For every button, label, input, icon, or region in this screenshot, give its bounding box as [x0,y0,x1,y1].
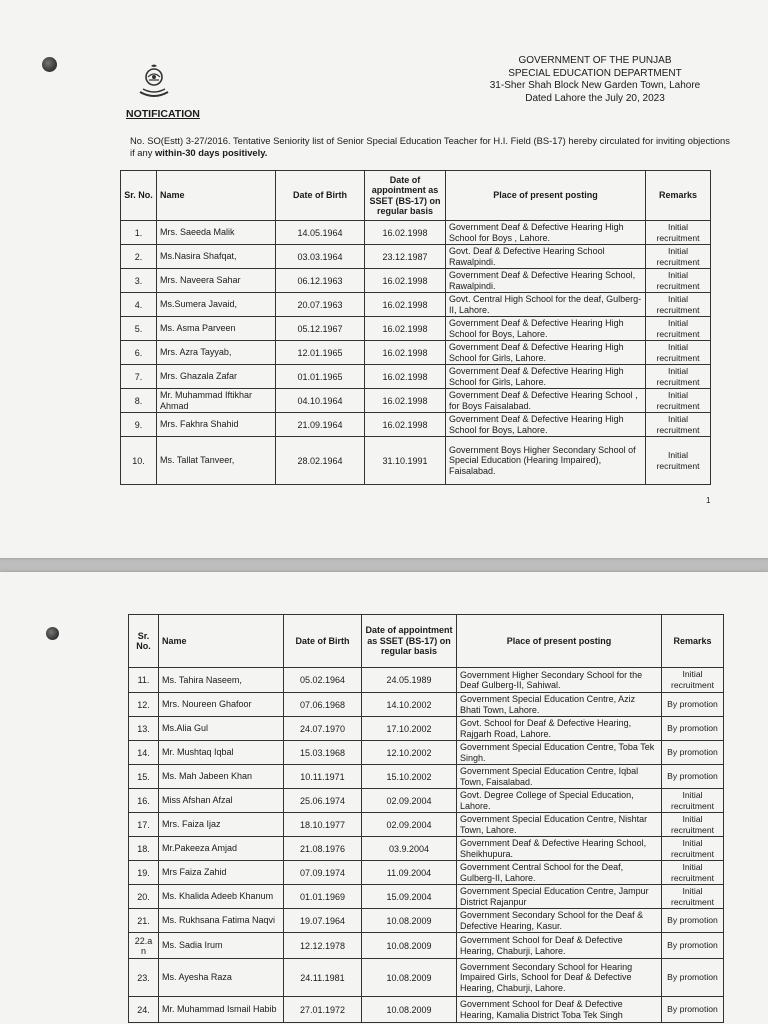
cell-posting: Government Deaf & Defective Hearing High School for Boys , Lahore. [446,221,646,245]
cell-name: Ms. Sadia Irum [159,933,284,959]
cell-sr-no: 20. [129,885,159,909]
cell-name: Mrs. Faiza Ijaz [159,813,284,837]
cell-remarks: Initial recruitment [662,885,724,909]
cell-posting: Government Deaf & Defective Hearing School, Sheikhupura. [457,837,662,861]
cell-date-of-birth: 03.03.1964 [276,245,365,269]
cell-remarks: Initial recruitment [662,668,724,693]
cell-sr-no: 8. [121,389,157,413]
table-row [129,765,724,789]
notification-text [130,135,730,158]
cell-appointment-date: 16.02.1998 [365,413,446,437]
notification-text-end: . [264,146,268,158]
cell-name: Ms. Asma Parveen [157,317,276,341]
cell-date-of-birth: 18.10.1977 [284,813,362,837]
cell-appointment-date: 02.09.2004 [362,813,457,837]
table-row [129,717,724,741]
cell-name: Ms. Mah Jabeen Khan [159,765,284,789]
cell-sr-no: 19. [129,861,159,885]
punjab-government-logo [134,62,174,98]
cell-remarks: Initial recruitment [646,389,711,413]
col-appointment-header: Date of appointment as SSET (BS-17) on regular basis [365,171,446,221]
cell-date-of-birth: 21.08.1976 [284,837,362,861]
table-row [129,741,724,765]
cell-posting: Government Special Education Centre, Aziz Bhati Town, Lahore. [457,693,662,717]
cell-posting: Govt. Degree College of Special Education, Lahore. [457,789,662,813]
cell-posting: Government Boys Higher Secondary School of Special Education (Hearing Impaired), Faisalabad. [446,437,646,485]
cell-name: Mrs. Ghazala Zafar [157,365,276,389]
table-row [129,959,724,997]
table-row [121,245,711,269]
cell-name: Mrs. Noureen Ghafoor [159,693,284,717]
notification-title: NOTIFICATION [126,108,200,120]
letterhead [440,55,750,105]
cell-remarks: By promotion [662,693,724,717]
cell-posting: Government School for Deaf & Defective Hearing, Chaburji, Lahore. [457,933,662,959]
cell-remarks: By promotion [662,933,724,959]
cell-sr-no: 5. [121,317,157,341]
cell-sr-no: 21. [129,909,159,933]
notification-text-main: No. SO(Estt) 3-27/2016. Tentative Seniority list of Senior Special Education Teacher for H.I. Field (BS-17) hereby circulated for inviting objections if any [130,135,730,158]
cell-date-of-birth: 12.12.1978 [284,933,362,959]
cell-sr-no: 17. [129,813,159,837]
cell-name: Mr. Mushtaq Iqbal [159,741,284,765]
cell-date-of-birth: 24.11.1981 [284,959,362,997]
cell-name: Mr. Muhammad Ismail Habib [159,997,284,1023]
letterhead-address: 31-Sher Shah Block New Garden Town, Lahore [489,80,701,91]
table-header-row [129,615,724,668]
col-posting-header: Place of present posting [446,171,646,221]
cell-remarks: By promotion [662,717,724,741]
cell-name: Ms.Nasira Shafqat, [157,245,276,269]
cell-appointment-date: 15.10.2002 [362,765,457,789]
cell-remarks: Initial recruitment [646,221,711,245]
seniority-table-page-1 [120,170,711,485]
cell-appointment-date: 10.08.2009 [362,959,457,997]
cell-remarks: Initial recruitment [646,365,711,389]
cell-remarks: Initial recruitment [646,341,711,365]
cell-posting: Government Deaf & Defective Hearing High School for Boys, Lahore. [446,413,646,437]
cell-date-of-birth: 04.10.1964 [276,389,365,413]
cell-date-of-birth: 14.05.1964 [276,221,365,245]
cell-appointment-date: 12.10.2002 [362,741,457,765]
cell-posting: Government Deaf & Defective Hearing School , for Boys Faisalabad. [446,389,646,413]
cell-date-of-birth: 07.06.1968 [284,693,362,717]
cell-remarks: Initial recruitment [646,413,711,437]
cell-sr-no: 10. [121,437,157,485]
cell-appointment-date: 17.10.2002 [362,717,457,741]
table-row [129,837,724,861]
cell-sr-no: 22.a n [129,933,159,959]
cell-remarks: By promotion [662,741,724,765]
cell-name: Ms. Ayesha Raza [159,959,284,997]
cell-appointment-date: 23.12.1987 [365,245,446,269]
cell-appointment-date: 10.08.2009 [362,909,457,933]
cell-appointment-date: 16.02.1998 [365,341,446,365]
cell-sr-no: 18. [129,837,159,861]
cell-appointment-date: 16.02.1998 [365,317,446,341]
cell-appointment-date: 15.09.2004 [362,885,457,909]
cell-sr-no: 2. [121,245,157,269]
cell-remarks: By promotion [662,959,724,997]
cell-remarks: Initial recruitment [646,245,711,269]
table-row [121,437,711,485]
cell-remarks: Initial recruitment [662,861,724,885]
cell-sr-no: 23. [129,959,159,997]
cell-remarks: Initial recruitment [646,437,711,485]
letterhead-date: Dated Lahore the July 20, 2023 [525,92,665,104]
table-row [129,933,724,959]
table-header-row [121,171,711,221]
notification-text-bold: within-30 days positively [155,146,265,158]
cell-remarks: By promotion [662,765,724,789]
punch-hole-icon [46,627,59,640]
cell-sr-no: 16. [129,789,159,813]
cell-sr-no: 6. [121,341,157,365]
col-posting-header: Place of present posting [457,615,662,668]
cell-date-of-birth: 01.01.1965 [276,365,365,389]
cell-name: Ms. Tahira Naseem, [159,668,284,693]
cell-appointment-date: 14.10.2002 [362,693,457,717]
cell-posting: Government Special Education Centre, Toba Tek Singh. [457,741,662,765]
cell-appointment-date: 16.02.1998 [365,389,446,413]
cell-name: Ms. Khalida Adeeb Khanum [159,885,284,909]
cell-sr-no: 15. [129,765,159,789]
col-sr-no-header: Sr. No. [121,171,157,221]
col-appointment-header: Date of appointment as SSET (BS-17) on regular basis [362,615,457,668]
cell-appointment-date: 02.09.2004 [362,789,457,813]
cell-name: Ms. Tallat Tanveer, [157,437,276,485]
cell-date-of-birth: 05.12.1967 [276,317,365,341]
cell-sr-no: 11. [129,668,159,693]
table-row [129,909,724,933]
cell-date-of-birth: 24.07.1970 [284,717,362,741]
table-row [129,789,724,813]
table-row [121,413,711,437]
col-remarks-header: Remarks [662,615,724,668]
table-row [121,365,711,389]
cell-posting: Government Deaf & Defective Hearing School, Rawalpindi. [446,269,646,293]
cell-remarks: Initial recruitment [662,789,724,813]
cell-appointment-date: 10.08.2009 [362,933,457,959]
page-number: 1 [706,496,711,505]
cell-remarks: Initial recruitment [646,293,711,317]
cell-name: Miss Afshan Afzal [159,789,284,813]
seniority-table-page-2 [128,614,724,1023]
cell-appointment-date: 31.10.1991 [365,437,446,485]
cell-appointment-date: 16.02.1998 [365,269,446,293]
table-row [121,269,711,293]
cell-name: Mrs. Naveera Sahar [157,269,276,293]
cell-posting: Government Secondary School for the Deaf & Defective Hearing, Kasur. [457,909,662,933]
cell-posting: Government Central School for the Deaf, Gulberg-II, Lahore. [457,861,662,885]
cell-posting: Government Special Education Centre, Jampur District Rajanpur [457,885,662,909]
cell-date-of-birth: 01.01.1969 [284,885,362,909]
table-row [129,997,724,1023]
cell-appointment-date: 03.9.2004 [362,837,457,861]
cell-remarks: Initial recruitment [662,813,724,837]
cell-posting: Government Deaf & Defective Hearing High School for Boys, Lahore. [446,317,646,341]
cell-remarks: Initial recruitment [662,837,724,861]
cell-posting: Government Special Education Centre, Iqbal Town, Faisalabad. [457,765,662,789]
cell-posting: Govt. Deaf & Defective Hearing School Rawalpindi. [446,245,646,269]
table-row [129,668,724,693]
cell-name: Mr.Pakeeza Amjad [159,837,284,861]
letterhead-department: SPECIAL EDUCATION DEPARTMENT [508,67,682,79]
cell-posting: Government Higher Secondary School for the Deaf Gulberg-II, Sahiwal. [457,668,662,693]
cell-sr-no: 24. [129,997,159,1023]
cell-sr-no: 9. [121,413,157,437]
cell-sr-no: 12. [129,693,159,717]
cell-sr-no: 1. [121,221,157,245]
table-row [121,293,711,317]
cell-sr-no: 7. [121,365,157,389]
table-row [129,693,724,717]
col-dob-header: Date of Birth [276,171,365,221]
cell-appointment-date: 11.09.2004 [362,861,457,885]
cell-sr-no: 3. [121,269,157,293]
cell-date-of-birth: 07.09.1974 [284,861,362,885]
page-2 [0,572,768,1024]
cell-date-of-birth: 27.01.1972 [284,997,362,1023]
cell-sr-no: 13. [129,717,159,741]
cell-posting: Government School for Deaf & Defective Hearing, Kamalia District Toba Tek Singh [457,997,662,1023]
col-remarks-header: Remarks [646,171,711,221]
col-name-header: Name [157,171,276,221]
cell-posting: Government Deaf & Defective Hearing High School for Girls, Lahore. [446,365,646,389]
cell-date-of-birth: 12.01.1965 [276,341,365,365]
cell-appointment-date: 16.02.1998 [365,221,446,245]
cell-date-of-birth: 28.02.1964 [276,437,365,485]
cell-appointment-date: 24.05.1989 [362,668,457,693]
cell-name: Mr. Muhammad Iftikhar Ahmad [157,389,276,413]
cell-name: Ms. Rukhsana Fatima Naqvi [159,909,284,933]
cell-remarks: Initial recruitment [646,317,711,341]
cell-posting: Government Secondary School for Hearing Impaired Girls, School for Deaf & Defective Hearing, Chaburji, Lahore. [457,959,662,997]
cell-name: Mrs Faiza Zahid [159,861,284,885]
cell-posting: Govt. School for Deaf & Defective Hearing, Rajgarh Road, Lahore. [457,717,662,741]
col-name-header: Name [159,615,284,668]
col-dob-header: Date of Birth [284,615,362,668]
cell-appointment-date: 16.02.1998 [365,365,446,389]
table-row [129,885,724,909]
cell-remarks: By promotion [662,997,724,1023]
cell-date-of-birth: 19.07.1964 [284,909,362,933]
table-row [121,317,711,341]
cell-date-of-birth: 15.03.1968 [284,741,362,765]
cell-name: Mrs. Fakhra Shahid [157,413,276,437]
cell-posting: Government Deaf & Defective Hearing High School for Girls, Lahore. [446,341,646,365]
cell-sr-no: 14. [129,741,159,765]
cell-posting: Government Special Education Centre, Nishtar Town, Lahore. [457,813,662,837]
cell-date-of-birth: 10.11.1971 [284,765,362,789]
cell-date-of-birth: 25.06.1974 [284,789,362,813]
cell-posting: Govt. Central High School for the deaf, Gulberg-II, Lahore. [446,293,646,317]
cell-appointment-date: 10.08.2009 [362,997,457,1023]
cell-name: Ms.Alia Gul [159,717,284,741]
letterhead-government: GOVERNMENT OF THE PUNJAB [518,55,672,66]
cell-remarks: By promotion [662,909,724,933]
table-row [121,341,711,365]
cell-sr-no: 4. [121,293,157,317]
cell-name: Mrs. Saeeda Malik [157,221,276,245]
cell-name: Mrs. Azra Tayyab, [157,341,276,365]
cell-date-of-birth: 20.07.1963 [276,293,365,317]
cell-date-of-birth: 21.09.1964 [276,413,365,437]
punch-hole-icon [42,57,57,72]
col-sr-no-header: Sr. No. [129,615,159,668]
cell-name: Ms.Sumera Javaid, [157,293,276,317]
table-row [129,861,724,885]
cell-appointment-date: 16.02.1998 [365,293,446,317]
table-row [121,389,711,413]
cell-date-of-birth: 05.02.1964 [284,668,362,693]
cell-date-of-birth: 06.12.1963 [276,269,365,293]
table-row [129,813,724,837]
table-row [121,221,711,245]
cell-remarks: Initial recruitment [646,269,711,293]
